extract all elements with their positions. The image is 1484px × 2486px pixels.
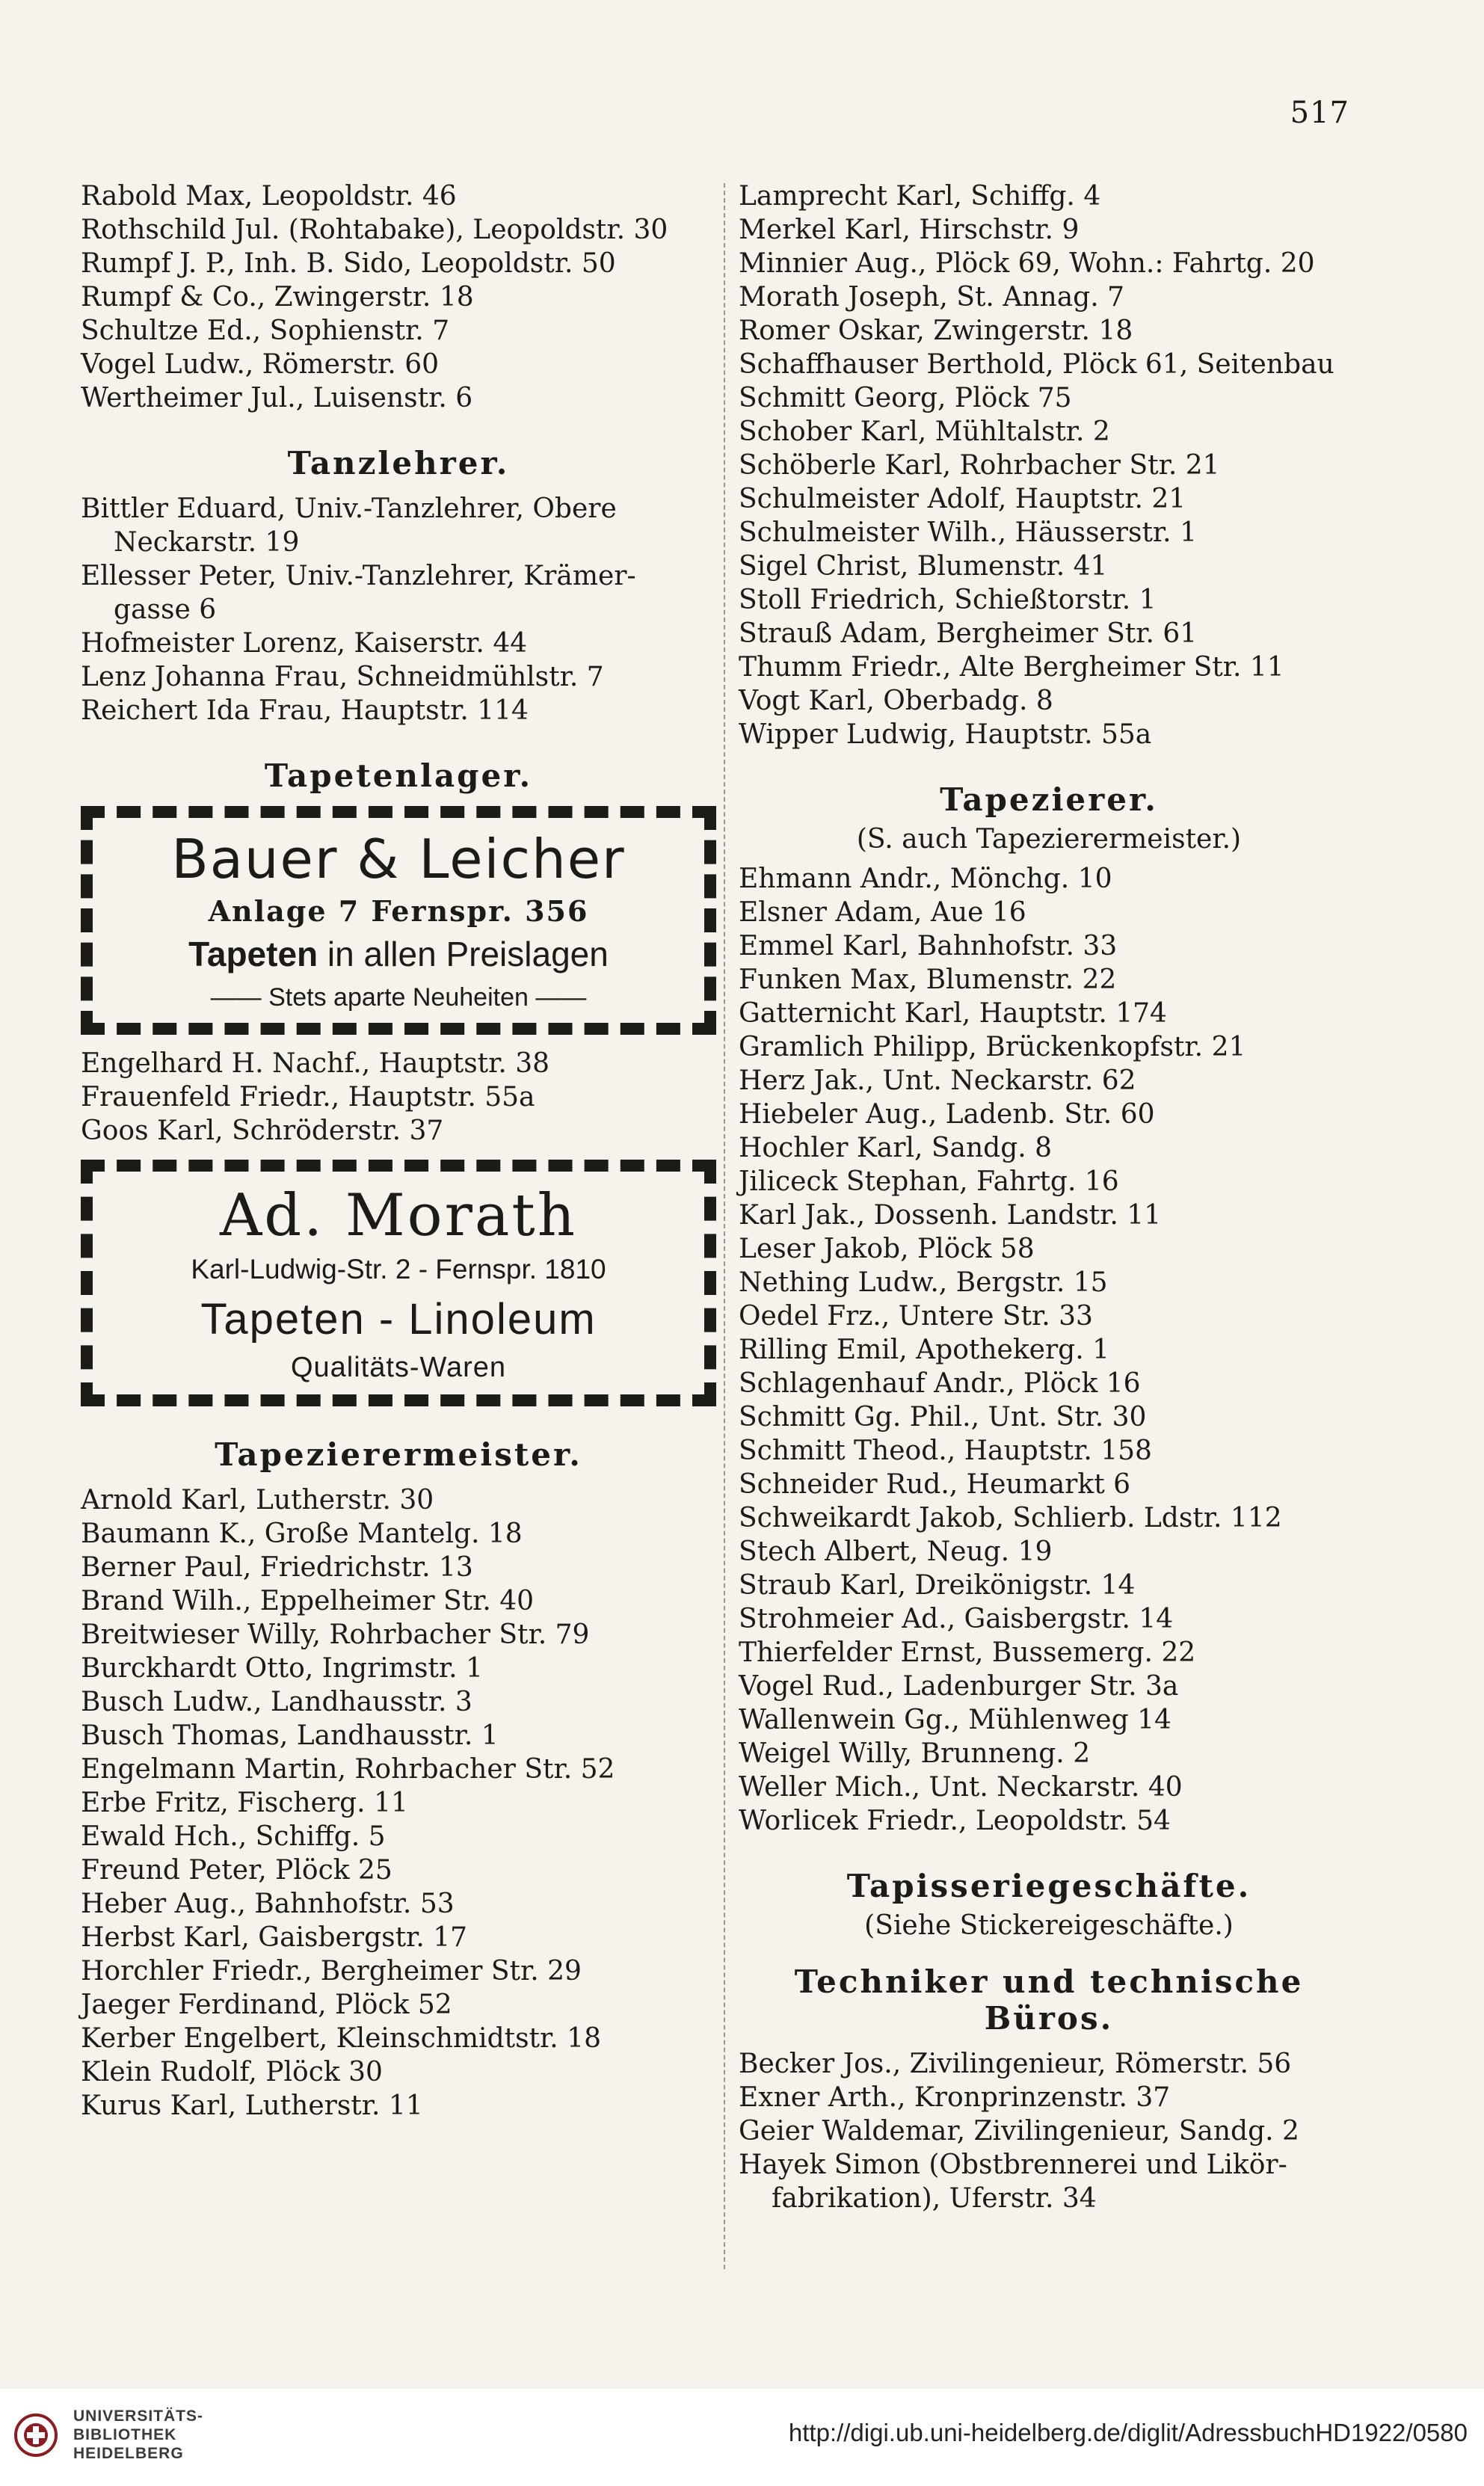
list-item: Heber Aug., Bahnhofstr. 53 [81, 1889, 455, 1919]
list-item: Funken Max, Blumenstr. 22 [739, 964, 1117, 995]
tapezierermeister-list [81, 1483, 716, 2123]
list-item: Geier Waldemar, Zivilingenieur, Sandg. 2 [739, 2116, 1299, 2147]
ad-slogan-rest: in allen Preislagen [318, 935, 609, 973]
ad-tagline: —— Stets aparte Neuheiten —— [210, 983, 587, 1012]
list-item: Hofmeister Lorenz, Kaiserstr. 44 [81, 628, 528, 659]
list-item: Wallenwein Gg., Mühlenweg 14 [739, 1705, 1172, 1735]
list-item: Rabold Max, Leopoldstr. 46 [81, 181, 457, 212]
list-item: Wertheimer Jul., Luisenstr. 6 [81, 383, 473, 413]
list-item: Stoll Friedrich, Schießtorstr. 1 [739, 585, 1157, 615]
list-item: Klein Rudolf, Plöck 30 [81, 2057, 383, 2087]
list-item: Erbe Fritz, Fischerg. 11 [81, 1788, 408, 1818]
list-item: Vogt Karl, Oberbadg. 8 [739, 686, 1053, 716]
list-item: Brand Wilh., Eppelheimer Str. 40 [81, 1586, 535, 1616]
list-item: Hiebeler Aug., Ladenb. Str. 60 [739, 1099, 1155, 1130]
list-item: Schober Karl, Mühltalstr. 2 [739, 416, 1110, 447]
list-item: Worlicek Friedr., Leopoldstr. 54 [739, 1806, 1171, 1836]
list-item: Stech Albert, Neug. 19 [739, 1536, 1053, 1567]
tapezierer-list [739, 862, 1359, 1838]
list-item: Romer Oskar, Zwingerstr. 18 [739, 316, 1133, 346]
list-item: Minnier Aug., Plöck 69, Wohn.: Fahrtg. 20 [739, 248, 1315, 279]
list-item: Goos Karl, Schröderstr. 37 [81, 1116, 444, 1146]
list-item-continuation: gasse 6 [114, 594, 217, 625]
list-item: Schulmeister Wilh., Häusserstr. 1 [739, 517, 1197, 548]
list-item: Rilling Emil, Apothekerg. 1 [739, 1335, 1110, 1365]
list-item: Freund Peter, Plöck 25 [81, 1855, 392, 1886]
list-item: Merkel Karl, Hirschstr. 9 [739, 215, 1080, 245]
list-item: Rumpf J. P., Inh. B. Sido, Leopoldstr. 50 [81, 248, 616, 279]
left-column [81, 179, 716, 2123]
list-item: Strauß Adam, Bergheimer Str. 61 [739, 618, 1198, 649]
list-item: Schmitt Georg, Plöck 75 [739, 383, 1072, 413]
list-item: Emmel Karl, Bahnhofstr. 33 [739, 931, 1118, 962]
section-heading-tapisserie: Tapisseriegeschäfte. [846, 1868, 1251, 1904]
list-item: Engelmann Martin, Rohrbacher Str. 52 [81, 1754, 615, 1785]
column-divider [724, 183, 725, 2269]
list-item: Weigel Willy, Brunneng. 2 [739, 1738, 1091, 1769]
list-item: Rumpf & Co., Zwingerstr. 18 [81, 282, 474, 313]
list-item: Schulmeister Adolf, Hauptstr. 21 [739, 484, 1186, 514]
list-item: Ewald Hch., Schiffg. 5 [81, 1821, 386, 1852]
list-item: Kurus Karl, Lutherstr. 11 [81, 2090, 423, 2121]
ad-products: Tapeten - Linoleum [200, 1295, 597, 1344]
list-item: Thumm Friedr., Alte Bergheimer Str. 11 [739, 652, 1284, 683]
list-item: Hayek Simon (Obstbrennerei und Likör- [739, 2150, 1287, 2180]
ad-company-name: Ad. Morath [219, 1182, 578, 1249]
ad-tagline: Qualitäts-Waren [290, 1352, 507, 1383]
logo-line: UNIVERSITÄTS- [73, 2407, 204, 2425]
list-item: Berner Paul, Friedrichstr. 13 [81, 1552, 473, 1583]
list-item: Baumann K., Große Mantelg. 18 [81, 1519, 523, 1549]
list-item: Bittler Eduard, Univ.-Tanzlehrer, Obere [81, 493, 617, 524]
section-subheading: (Siehe Stickereigeschäfte.) [864, 1910, 1234, 1941]
list-item: Leser Jakob, Plöck 58 [739, 1234, 1035, 1264]
list-item: Arnold Karl, Lutherstr. 30 [81, 1485, 434, 1516]
list-item: Weller Mich., Unt. Neckarstr. 40 [739, 1772, 1183, 1803]
ad-slogan-bold: Tapeten [188, 935, 318, 973]
list-item: Hochler Karl, Sandg. 8 [739, 1133, 1053, 1163]
list-item: Schmitt Gg. Phil., Unt. Str. 30 [739, 1402, 1147, 1433]
ad-company-name: Bauer & Leicher [171, 828, 626, 890]
source-url-link[interactable]: http://digi.ub.uni-heidelberg.de/diglit/AdressbuchHD1922/0580 [788, 2419, 1468, 2446]
list-item: Schlagenhauf Andr., Plöck 16 [739, 1368, 1141, 1399]
library-logo[interactable] [13, 2407, 203, 2463]
footer-bar [0, 2389, 1484, 2486]
list-item: Schmitt Theod., Hauptstr. 158 [739, 1436, 1152, 1466]
list-item: Burckhardt Otto, Ingrimstr. 1 [81, 1653, 483, 1684]
list-item: Gramlich Philipp, Brückenkopfstr. 21 [739, 1032, 1246, 1062]
list-item: Elsner Adam, Aue 16 [739, 897, 1026, 928]
list-item: Rothschild Jul. (Rohtabake), Leopoldstr. 30 [81, 215, 668, 245]
section-heading-techniker: Techniker und technische Büros. [794, 1963, 1304, 2037]
list-item: Reichert Ida Frau, Hauptstr. 114 [81, 695, 529, 726]
list-item: Schweikardt Jakob, Schlierb. Ldstr. 112 [739, 1503, 1282, 1533]
logo-line: HEIDELBERG [73, 2445, 184, 2462]
library-name [73, 2407, 203, 2463]
list-item: Becker Jos., Zivilingenieur, Römerstr. 56 [739, 2049, 1292, 2079]
section-subheading: (S. auch Tapezierermeister.) [856, 824, 1242, 855]
list-item: Ehmann Andr., Mönchg. 10 [739, 864, 1112, 894]
list-item: Wipper Ludwig, Hauptstr. 55a [739, 719, 1152, 750]
library-seal-icon [13, 2413, 58, 2458]
list-item: Strohmeier Ad., Gaisbergstr. 14 [739, 1604, 1174, 1634]
list-item: Busch Thomas, Landhausstr. 1 [81, 1720, 499, 1751]
page-number: 517 [1290, 96, 1349, 130]
ad-address: Karl-Ludwig-Str. 2 - Fernspr. 1810 [191, 1254, 606, 1284]
list-item: Thierfelder Ernst, Bussemerg. 22 [739, 1637, 1196, 1668]
section-heading-tapezierermeister: Tapezierermeister. [215, 1436, 582, 1473]
right-column [739, 179, 1359, 2215]
list-item: Vogel Ludw., Römerstr. 60 [81, 349, 440, 380]
left-top-entries [81, 179, 716, 415]
list-item: Breitwieser Willy, Rohrbacher Str. 79 [81, 1619, 590, 1650]
list-item: Horchler Friedr., Bergheimer Str. 29 [81, 1956, 582, 1987]
list-item: Exner Arth., Kronprinzenstr. 37 [739, 2082, 1171, 2113]
section-heading-tapetenlager: Tapetenlager. [264, 757, 533, 794]
list-item: Schultze Ed., Sophienstr. 7 [81, 316, 450, 346]
list-item: Nething Ludw., Bergstr. 15 [739, 1267, 1108, 1298]
list-item-continuation: Neckarstr. 19 [114, 527, 300, 558]
advertisement-bauer-leicher [81, 806, 716, 1035]
list-item: Straub Karl, Dreikönigstr. 14 [739, 1570, 1136, 1601]
list-item: Jiliceck Stephan, Fahrtg. 16 [739, 1166, 1119, 1197]
list-item: Karl Jak., Dossenh. Landstr. 11 [739, 1200, 1162, 1231]
section-heading-tanzlehrer: Tanzlehrer. [287, 445, 510, 481]
list-item: Morath Joseph, St. Annag. 7 [739, 282, 1124, 313]
list-item: Engelhard H. Nachf., Hauptstr. 38 [81, 1048, 550, 1079]
list-item: Ellesser Peter, Univ.-Tanzlehrer, Krämer- [81, 561, 636, 591]
list-item: Kerber Engelbert, Kleinschmidtstr. 18 [81, 2023, 601, 2054]
list-item: Frauenfeld Friedr., Hauptstr. 55a [81, 1082, 535, 1113]
list-item: Oedel Frz., Untere Str. 33 [739, 1301, 1093, 1332]
list-item: Schaffhauser Berthold, Plöck 61, Seitenbau [739, 349, 1334, 380]
list-item: Busch Ludw., Landhausstr. 3 [81, 1687, 472, 1717]
list-item: Sigel Christ, Blumenstr. 41 [739, 551, 1108, 582]
list-item: Schneider Rud., Heumarkt 6 [739, 1469, 1131, 1500]
right-top-entries [739, 179, 1359, 751]
list-item: Herz Jak., Unt. Neckarstr. 62 [739, 1065, 1136, 1096]
list-item: Vogel Rud., Ladenburger Str. 3a [739, 1671, 1179, 1702]
section-heading-tapezierer: Tapezierer. [940, 781, 1158, 818]
list-item: Schöberle Karl, Rohrbacher Str. 21 [739, 450, 1220, 481]
list-item-continuation: fabrikation), Uferstr. 34 [772, 2183, 1097, 2214]
list-item: Lenz Johanna Frau, Schneidmühlstr. 7 [81, 662, 604, 692]
list-item: Gatternicht Karl, Hauptstr. 174 [739, 998, 1167, 1029]
ad-slogan [109, 934, 688, 974]
ad-address: Anlage 7 Fernspr. 356 [208, 894, 589, 928]
logo-line: BIBLIOTHEK [73, 2426, 177, 2443]
list-item: Lamprecht Karl, Schiffg. 4 [739, 181, 1101, 212]
list-item: Herbst Karl, Gaisbergstr. 17 [81, 1922, 468, 1953]
advertisement-ad-morath [81, 1160, 716, 1406]
list-item: Jaeger Ferdinand, Plöck 52 [81, 1990, 452, 2020]
